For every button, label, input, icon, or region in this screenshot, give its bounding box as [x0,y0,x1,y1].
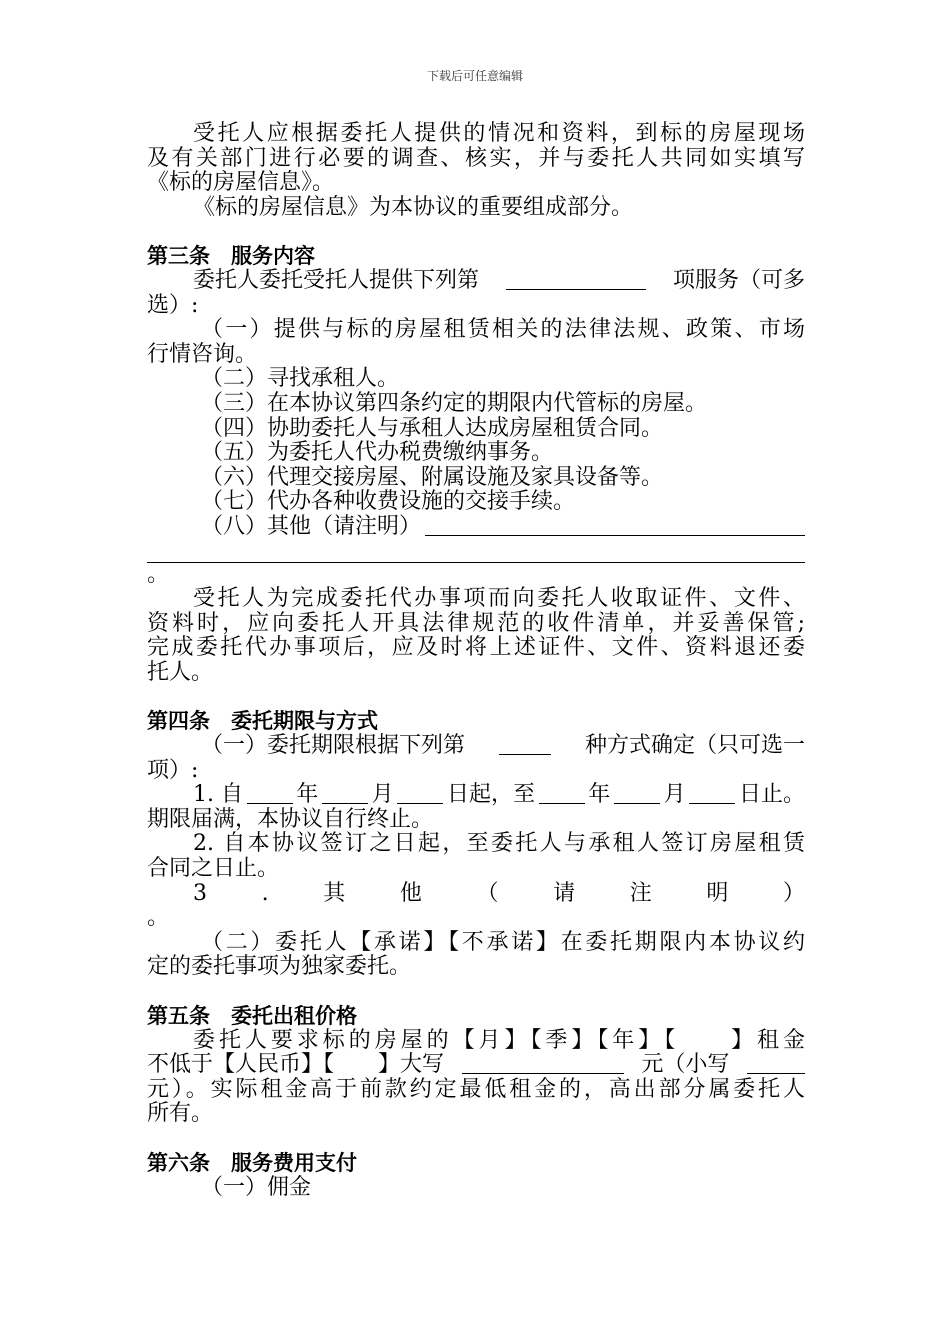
intro-paragraph [147,122,805,220]
text-fragment: ） [782,880,805,906]
text-line: 完成委托代办事项后，应及时将上述证件、文件、资料退还委 [147,635,805,661]
fill-line[interactable] [147,540,805,563]
text-line: 项）: [147,757,199,783]
text-fragment: 注 [629,880,652,906]
fill-blank[interactable] [614,783,660,804]
text-fragment: . [261,880,269,906]
service-item: （一）提供与标的房屋租赁相关的法律法规、政策、市场 [201,317,805,343]
text-line: 所有。 [147,1101,214,1127]
text-line: （二）委托人【承诺】【不承诺】在委托期限内本协议约 [201,929,805,955]
text-line [147,1053,805,1078]
fill-blank[interactable] [747,1053,805,1074]
article-5 [147,1004,805,1127]
text-line: 定的委托事项为独家委托。 [147,954,412,980]
text-line: 元）。实际租金高于前款约定最低租金的，高出部分属委托人 [147,1076,805,1102]
text-line: 受托人应根据委托人提供的情况和资料，到标的房屋现场 [193,121,805,146]
text-fragment: 日起，至 [446,782,535,808]
text-fragment: 其 [323,880,346,906]
text-fragment: 种方式确定（只可选一 [584,733,805,759]
article-6 [147,1151,805,1200]
fill-blank[interactable] [689,783,735,804]
text-fragment: 明 [706,880,729,906]
service-item: （五）为委托人代办税费缴纳事务。 [201,440,554,466]
fill-blank[interactable] [506,269,646,290]
text-line: 行情咨询。 [147,341,258,367]
text-fragment: 年 [588,782,611,808]
page-header: 下载后可任意编辑 [426,69,523,83]
service-item [147,515,805,540]
text-fragment: 项服务（可多 [672,267,805,293]
service-item: （四）协助委托人与承租人达成房屋租赁合同。 [201,415,664,441]
text-fragment: （八）其他（请注明） [201,513,422,539]
text-fragment: 日止。 [738,782,805,808]
text-line: 合同之日止。 [147,856,280,882]
text-line: 资料时，应向委托人开具法律规范的收件清单，并妥善保管; [147,610,805,636]
article-title: 第三条 服务内容 [147,244,315,269]
article-3 [147,244,805,685]
text-line: 。 [147,561,170,587]
article-title: 第六条 服务费用支付 [147,1150,357,1175]
text-line: 期限届满，本协议自行终止。 [147,806,434,832]
article-title: 第五条 委托出租价格 [147,1004,357,1028]
text-line: 托人。 [147,659,214,685]
text-fragment: 1. 自 [193,782,243,808]
text-line: 《标的房屋信息》。 [147,170,335,196]
fill-blank[interactable] [539,783,585,804]
text-fragment: 月 [663,782,686,808]
text-line [147,269,805,294]
document-body [147,122,805,1200]
article-title: 第四条 委托期限与方式 [147,709,378,734]
fill-blank[interactable] [247,783,293,804]
service-item: （六）代理交接房屋、附属设施及家具设备等。 [201,464,664,490]
text-line: （一）佣金 [201,1174,312,1200]
text-fragment: 请 [553,880,576,906]
text-fragment: 他 [399,880,422,906]
text-line: 及有关部门进行必要的调查、核实，并与委托人共同如实填写 [147,145,805,171]
text-fragment: 3 [193,880,207,906]
text-fragment: （一）委托期限根据下列第 [201,733,466,759]
text-fragment: （ [476,880,499,906]
text-line: 2. 自本协议签订之日起，至委托人与承租人签订房屋租赁 [193,831,805,857]
fill-blank[interactable] [322,783,368,804]
text-fragment: 委托人委托受托人提供下列第 [193,267,480,293]
fill-blank[interactable] [425,515,805,536]
text-line: 选）: [147,292,199,318]
text-line [147,882,805,907]
text-line [147,734,805,759]
fill-blank[interactable] [499,734,551,755]
text-line: 受托人为完成委托代办事项而向委托人收取证件、文件、 [193,586,805,612]
text-fragment: 月 [371,782,394,808]
service-item: （七）代办各种收费设施的交接手续。 [201,489,576,515]
fill-blank[interactable] [462,1053,624,1074]
text-fragment: 年 [296,782,319,808]
text-line [147,783,805,808]
article-4 [147,709,805,980]
service-item: （二）寻找承租人。 [201,366,400,392]
text-fragment: 不低于【人民币】【 】大写 [147,1052,445,1078]
text-line: 委托人要求标的房屋的【月】【季】【年】【 】租金 [193,1027,805,1053]
text-line: 《标的房屋信息》为本协议的重要组成部分。 [193,194,634,220]
service-item: （三）在本协议第四条约定的期限内代管标的房屋。 [201,390,708,416]
text-fragment: 元（小写 [641,1052,730,1078]
fill-blank[interactable] [397,783,443,804]
text-line: 。 [147,905,170,931]
